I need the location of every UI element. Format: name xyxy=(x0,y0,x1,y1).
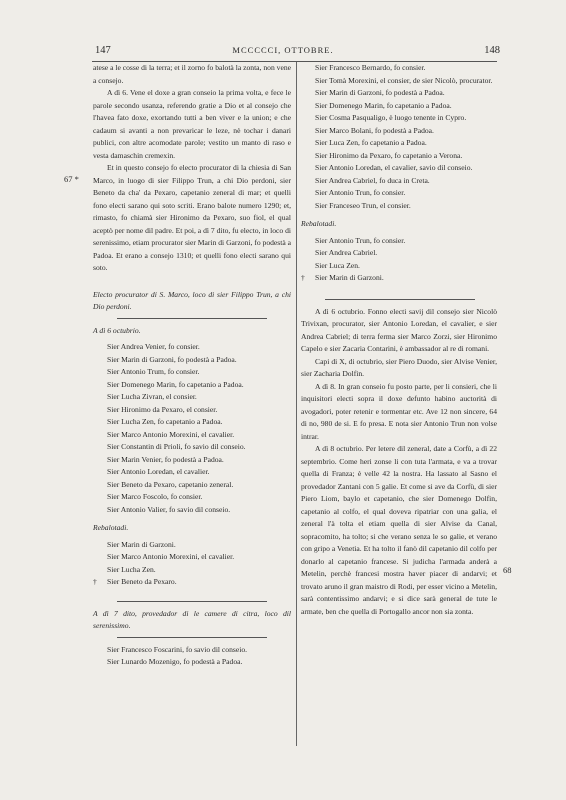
list-item: Sier Hironimo da Pexaro, el consier. xyxy=(107,404,218,414)
list-item: Sier Andrea Cabriel, fo duca in Creta. xyxy=(315,175,430,185)
elected-name: Sier Beneto da Pexaro. xyxy=(107,577,177,586)
running-title: MCCCCCI, OTTOBRE. xyxy=(232,45,334,55)
margin-number-left: 67 * xyxy=(64,174,79,184)
column-divider xyxy=(296,62,297,746)
rebalotadi-heading: Rebalotadi. xyxy=(301,219,337,228)
page-number-left: 147 xyxy=(95,45,111,56)
dagger-icon: † xyxy=(301,273,305,282)
paragraph: Capi di X, di octubrio, sier Piero Duodo, sier Alvise Venier, sier Zacharia Dolfin. xyxy=(301,356,497,378)
list-item: Sier Marin Venier, fo podestà a Padoa. xyxy=(107,454,224,464)
list-item: Sier Lunardo Mozenigo, fo podestà a Padoa. xyxy=(107,657,243,666)
list-item: Sier Domenego Marin, fo capetanio a Padoa. xyxy=(107,379,244,389)
list-item: Sier Lucha Zen. xyxy=(107,564,156,574)
paragraph: A dì 6. Vene el doxe a gran conseio la prima volta, e fece le parole secondo usanza, referendo gratie a Dio et al consejo che l'havea fato doxe, exortando tutti a ben viver e la union; e che cadaum si avanti a non prevaricar le leze, nè tochar i danari publici, con altre acomodate parole; vestito un manto di raso e vesta damaschin cremexin. xyxy=(93,88,291,160)
page-number-right: 148 xyxy=(484,45,500,56)
paragraph: Et in questo consejo fo electo procurator di la chiesia di San Marco, in luogo di sier Filippo Trun, a chi Dio perdoni, sier Beneto da cha' da Pexaro, capetanio zeneral di mar; et quelli fono electi sarano qui soto scriti. Erano balote numero 1290; et, rimasto, fo chiamà sier Hironimo da Pexaro, suo fiol, el qual aceptò per nome dil padre. Et poi, a dì 7 dito, fu electo, in loco di serenissimo, etiam procurator sier Marin di Garzoni, fo podestà a Padoa. Et erano a consejo 1310; et quelli fono electi sarano qui soto. xyxy=(93,163,292,272)
list-item: Sier Andrea Venier, fo consier. xyxy=(107,342,200,351)
dagger-icon: † xyxy=(93,577,97,586)
list-item: Sier Marco Antonio Morexini, el cavalier. xyxy=(107,552,235,561)
paragraph: A dì 8. In gran conseio fu posto parte, per li consieri, che li inquisitori electi sopra il doxe defunto habino auctorità di avogadori, poter retenir e tormentar etc. Ave 12 non sincere, 64 di no, 980 de si. E fo presa. E nota sier Antonio Trun non volse intrar. xyxy=(301,381,497,441)
section-heading: A dì 7 dito, provedador di le camere di citra, loco dil serenissimo. xyxy=(93,608,291,630)
elected-item xyxy=(93,576,291,589)
date-heading: A dì 6 octubrio. xyxy=(93,325,141,335)
list-item: Sier Antonio Trun, fo consier. xyxy=(315,188,406,197)
list-item: Sier Antonio Trum, fo consier. xyxy=(107,367,200,376)
list-item: Sier Marco Bolani, fo podestà a Padoa. xyxy=(315,125,434,135)
list-item: Sier Luca Zen, fo capetanio a Padoa. xyxy=(315,138,427,147)
running-header xyxy=(0,45,566,61)
list-item: Sier Marin di Garzoni, fo podestà a Padoa. xyxy=(315,88,445,97)
list-item: Sier Lucha Zivran, el consier. xyxy=(107,392,197,401)
nominee-list xyxy=(93,341,291,516)
list-item: Sier Cosma Pasqualigo, è luogo tenente in Cypro. xyxy=(315,113,467,122)
heading-rule xyxy=(117,637,267,638)
list-item: Sier Lucha Zen, fo capetanio a Padoa. xyxy=(107,417,223,426)
list-item: Sier Domenego Marin, fo capetanio a Padoa. xyxy=(315,100,452,110)
list-item: Sier Hironimo da Pexaro, fo capetanio a Verona. xyxy=(315,150,463,160)
list-item: Sier Luca Zen. xyxy=(315,260,360,270)
list-item: Sier Francesco Bernardo, fo consier. xyxy=(315,63,426,72)
list-item: Sier Francesco Foscarini, fo savio dil conseio. xyxy=(107,644,248,654)
heading-rule xyxy=(117,318,267,319)
paragraph: atese a le cosse di la terra; et il zorno fo balotà la zonta, non vene a consejo. xyxy=(93,63,291,85)
margin-number-right: 68 xyxy=(503,565,512,575)
list-item: Sier Antonio Loredan, el cavalier, savio dil conseio. xyxy=(315,163,473,172)
left-column xyxy=(93,62,291,669)
section-rule xyxy=(325,299,475,300)
list-item: Sier Tomà Morexini, el consier, de sier Nicolò, procurator. xyxy=(315,75,493,85)
list-item: Sier Antonio Loredan, el cavalier. xyxy=(107,467,210,476)
paragraph: A dì 8 octubrio. Per letere dil zeneral, date a Corfù, a dì 22 septembrio. Come heri zonse li con tuta l'armata, e va a trovar quella di Franza; è velle 42 la nostra. Ha lassato al Sasno el provedador Zantani con 5 galie. Et come si ave da Corfù, di sier Piero Liom, baylo et capetanio, che sier Domenego Dolfin, capetanio al colfo, el qual doveva ripatriar con una galia, el zeneral l'à tolta el etiam quella di sier Alvise da Canal, sopracomito, ha tolto; si che verano senza le so galie, et verano con gripo a Venetia. Et ha tolto il fanò dil capetanio dil colfo per donarlo al capetanio francese. Si judicha l'armada anderà a Metelin, perchè francesi mostra haver piacer di andarvi; et trovato aruno il gran maistro di Rodi, per esser vicino a Metelin, sarà contentissimo andarvi; e si dice sarà general de tute le armate, ben che quella di Portogallo ancor non sia zonta. xyxy=(301,444,497,616)
list-item: Sier Constantin di Prioli, fo savio dil conseio. xyxy=(107,442,246,451)
elected-name: Sier Marin di Garzoni. xyxy=(315,273,384,282)
section-heading: Electo procurator di S. Marco, loco di sier Filippo Trun, a chi Dio perdoni. xyxy=(93,289,291,311)
rebalotadi-heading: Rebalotadi. xyxy=(93,523,129,532)
list-item: Sier Marin di Garzoni, fo podestà a Padoa. xyxy=(107,354,237,364)
section-rule xyxy=(117,601,267,602)
list-item: Sier Franceseo Trun, el consier. xyxy=(315,200,411,210)
list-item: Sier Marco Antonio Morexini, el cavalier. xyxy=(107,429,235,439)
right-column xyxy=(301,62,497,618)
list-item: Sier Antonio Valier, fo savio dil conseio. xyxy=(107,504,231,514)
list-item: Sier Marin di Garzoni. xyxy=(107,539,176,549)
list-item: Sier Andrea Cabriel. xyxy=(315,248,378,257)
list-item: Sier Antonio Trun, fo consier. xyxy=(315,235,406,245)
elected-item xyxy=(301,272,497,285)
list-item: Sier Beneto da Pexaro, capetanio zeneral. xyxy=(107,479,234,489)
paragraph: A dì 6 octubrio. Fonno electi savij dil consejo sier Nicolò Trivixan, procurator, sier Antonio Loredan, el cavalier, e sier Andrea Cabriel; di terra ferma sier Marco Zorzi, sier Hironimo Capelo e sier Zacaria Contarini, è ambassador al re di romani. xyxy=(301,306,497,353)
list-item: Sier Marco Foscolo, fo consier. xyxy=(107,492,203,501)
